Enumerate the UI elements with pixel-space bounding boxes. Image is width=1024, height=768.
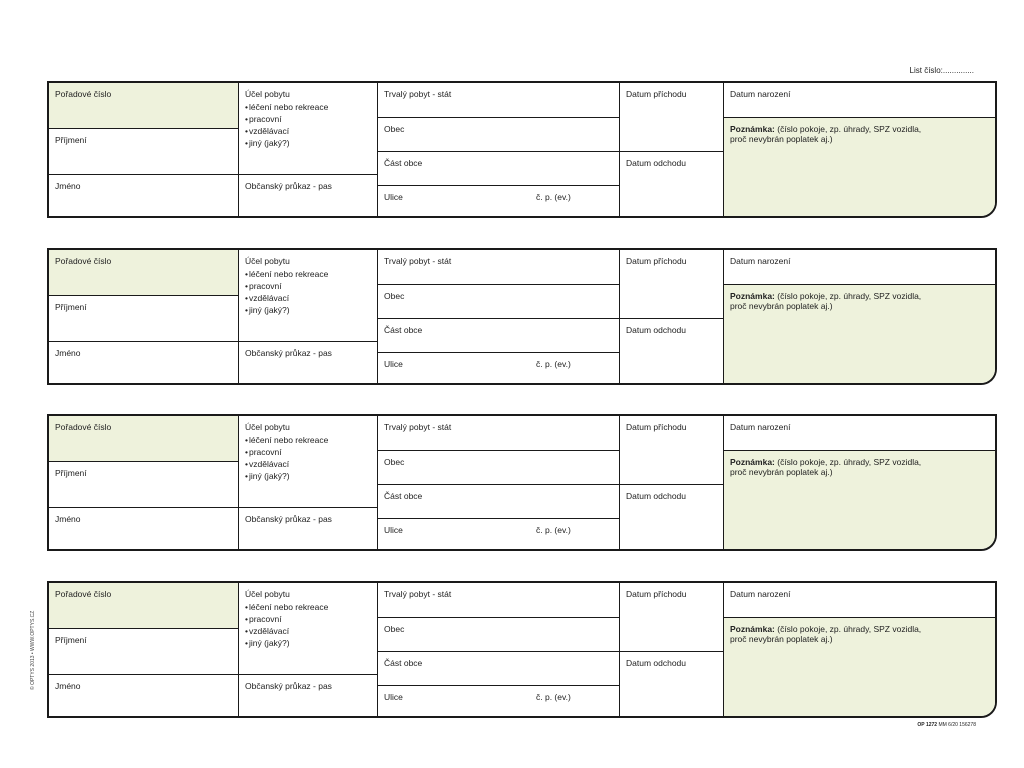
address-column: [378, 83, 620, 216]
name-column: [49, 416, 239, 549]
birth-date-field[interactable]: [724, 416, 995, 450]
purpose-option[interactable]: • vzdělávací: [245, 292, 377, 304]
id-card-label: Občanský průkaz - pas: [245, 348, 332, 358]
stay-purpose-label: Účel pobytu: [245, 256, 290, 266]
surname-label: Příjmení: [55, 635, 87, 645]
note-label: Poznámka:: [730, 124, 775, 134]
id-card-label: Občanský průkaz - pas: [245, 681, 332, 691]
residence-state-field[interactable]: [378, 250, 619, 284]
note-label: Poznámka:: [730, 624, 775, 634]
house-number-label: č. p. (ev.): [536, 359, 571, 369]
stay-purpose-field[interactable]: [239, 250, 377, 341]
sheet-number-label: List číslo:..............: [909, 66, 974, 75]
purpose-column: [239, 83, 378, 216]
street-label: Ulice: [384, 192, 403, 202]
note-hint: (číslo pokoje, zp. úhrady, SPZ vozidla, proč nevybrán poplatek aj.): [730, 624, 922, 644]
purpose-option[interactable]: • vzdělávací: [245, 458, 377, 470]
residence-state-label: Trvalý pobyt - stát: [384, 256, 452, 266]
departure-date-field[interactable]: [620, 151, 723, 216]
stay-purpose-field[interactable]: [239, 583, 377, 674]
note-field[interactable]: [724, 450, 995, 549]
municipality-part-field[interactable]: [378, 484, 619, 518]
street-label: Ulice: [384, 692, 403, 702]
note-hint: (číslo pokoje, zp. úhrady, SPZ vozidla, proč nevybrán poplatek aj.): [730, 457, 922, 477]
dates-column: [620, 250, 724, 383]
order-number-field[interactable]: [49, 250, 238, 295]
stay-purpose-label: Účel pobytu: [245, 89, 290, 99]
order-number-label: Pořadové číslo: [55, 256, 112, 266]
municipality-field[interactable]: [378, 617, 619, 651]
municipality-label: Obec: [384, 624, 405, 634]
purpose-option[interactable]: • léčení nebo rekreace: [245, 268, 377, 280]
form-code-rest: MM 6/20 156278: [937, 722, 976, 728]
birth-note-column: [724, 250, 995, 383]
purpose-option[interactable]: • jiný (jaký?): [245, 304, 377, 316]
surname-field[interactable]: [49, 628, 238, 674]
stay-purpose-label: Účel pobytu: [245, 422, 290, 432]
purpose-option[interactable]: • pracovní: [245, 446, 377, 458]
note-hint: (číslo pokoje, zp. úhrady, SPZ vozidla, proč nevybrán poplatek aj.): [730, 291, 922, 311]
guest-record-form: [47, 581, 997, 718]
street-field[interactable]: [378, 518, 619, 549]
house-number-label: č. p. (ev.): [536, 192, 571, 202]
stay-purpose-options: [245, 434, 377, 482]
purpose-option[interactable]: • pracovní: [245, 613, 377, 625]
order-number-label: Pořadové číslo: [55, 589, 112, 599]
first-name-field[interactable]: [49, 174, 238, 216]
birth-date-label: Datum narození: [730, 589, 791, 599]
purpose-option[interactable]: • léčení nebo rekreace: [245, 434, 377, 446]
arrival-date-label: Datum příchodu: [626, 589, 687, 599]
municipality-field[interactable]: [378, 450, 619, 484]
purpose-option[interactable]: • léčení nebo rekreace: [245, 601, 377, 613]
municipality-label: Obec: [384, 457, 405, 467]
birth-date-field[interactable]: [724, 250, 995, 284]
municipality-field[interactable]: [378, 117, 619, 151]
birth-note-column: [724, 416, 995, 549]
purpose-option[interactable]: • pracovní: [245, 280, 377, 292]
name-column: [49, 250, 239, 383]
purpose-option[interactable]: • léčení nebo rekreace: [245, 101, 377, 113]
residence-state-label: Trvalý pobyt - stát: [384, 89, 452, 99]
purpose-option[interactable]: • vzdělávací: [245, 625, 377, 637]
address-column: [378, 583, 620, 716]
order-number-label: Pořadové číslo: [55, 422, 112, 432]
residence-state-field[interactable]: [378, 416, 619, 450]
birth-note-column: [724, 83, 995, 216]
name-column: [49, 83, 239, 216]
order-number-label: Pořadové číslo: [55, 89, 112, 99]
dates-column: [620, 83, 724, 216]
id-card-field[interactable]: [239, 674, 377, 716]
purpose-option[interactable]: • jiný (jaký?): [245, 637, 377, 649]
arrival-date-label: Datum příchodu: [626, 256, 687, 266]
id-card-label: Občanský průkaz - pas: [245, 514, 332, 524]
purpose-column: [239, 250, 378, 383]
note-label: Poznámka:: [730, 457, 775, 467]
first-name-label: Jméno: [55, 181, 81, 191]
name-column: [49, 583, 239, 716]
form-code-number: OP 1272: [917, 722, 938, 728]
departure-date-label: Datum odchodu: [626, 325, 687, 335]
birth-note-column: [724, 583, 995, 716]
dates-column: [620, 416, 724, 549]
residence-state-label: Trvalý pobyt - stát: [384, 589, 452, 599]
form-code: [917, 722, 976, 728]
guest-record-form: [47, 81, 997, 218]
residence-state-label: Trvalý pobyt - stát: [384, 422, 452, 432]
guest-record-form: [47, 414, 997, 551]
municipality-label: Obec: [384, 124, 405, 134]
municipality-label: Obec: [384, 291, 405, 301]
surname-label: Příjmení: [55, 468, 87, 478]
purpose-option[interactable]: • pracovní: [245, 113, 377, 125]
purpose-option[interactable]: • vzdělávací: [245, 125, 377, 137]
birth-date-field[interactable]: [724, 83, 995, 117]
id-card-label: Občanský průkaz - pas: [245, 181, 332, 191]
municipality-part-label: Část obce: [384, 658, 423, 668]
birth-date-label: Datum narození: [730, 422, 791, 432]
address-column: [378, 250, 620, 383]
purpose-column: [239, 583, 378, 716]
stay-purpose-field[interactable]: [239, 83, 377, 174]
note-field[interactable]: [724, 117, 995, 216]
municipality-part-label: Část obce: [384, 491, 423, 501]
departure-date-label: Datum odchodu: [626, 158, 687, 168]
surname-field[interactable]: [49, 295, 238, 341]
arrival-date-field[interactable]: [620, 416, 723, 484]
arrival-date-field[interactable]: [620, 583, 723, 651]
note-hint: (číslo pokoje, zp. úhrady, SPZ vozidla, proč nevybrán poplatek aj.): [730, 124, 922, 144]
municipality-part-field[interactable]: [378, 651, 619, 685]
departure-date-field[interactable]: [620, 651, 723, 716]
arrival-date-field[interactable]: [620, 83, 723, 151]
id-card-field[interactable]: [239, 507, 377, 549]
departure-date-label: Datum odchodu: [626, 491, 687, 501]
municipality-part-field[interactable]: [378, 151, 619, 185]
arrival-date-label: Datum příchodu: [626, 422, 687, 432]
first-name-field[interactable]: [49, 341, 238, 383]
birth-date-label: Datum narození: [730, 89, 791, 99]
purpose-column: [239, 416, 378, 549]
surname-label: Příjmení: [55, 302, 87, 312]
id-card-field[interactable]: [239, 341, 377, 383]
first-name-label: Jméno: [55, 348, 81, 358]
stay-purpose-options: [245, 601, 377, 649]
departure-date-label: Datum odchodu: [626, 658, 687, 668]
order-number-field[interactable]: [49, 583, 238, 628]
stay-purpose-options: [245, 101, 377, 149]
birth-date-label: Datum narození: [730, 256, 791, 266]
municipality-part-label: Část obce: [384, 325, 423, 335]
street-label: Ulice: [384, 359, 403, 369]
street-field[interactable]: [378, 685, 619, 716]
id-card-field[interactable]: [239, 174, 377, 216]
house-number-label: č. p. (ev.): [536, 525, 571, 535]
side-imprint: © OPTYS 2013 • WWW.OPTYS.CZ: [30, 610, 36, 690]
note-field[interactable]: [724, 617, 995, 716]
arrival-date-field[interactable]: [620, 250, 723, 318]
birth-date-field[interactable]: [724, 583, 995, 617]
street-field[interactable]: [378, 352, 619, 383]
surname-field[interactable]: [49, 128, 238, 174]
municipality-field[interactable]: [378, 284, 619, 318]
order-number-field[interactable]: [49, 83, 238, 128]
municipality-part-field[interactable]: [378, 318, 619, 352]
municipality-part-label: Část obce: [384, 158, 423, 168]
order-number-field[interactable]: [49, 416, 238, 461]
surname-field[interactable]: [49, 461, 238, 507]
first-name-field[interactable]: [49, 674, 238, 716]
stay-purpose-options: [245, 268, 377, 316]
street-field[interactable]: [378, 185, 619, 216]
arrival-date-label: Datum příchodu: [626, 89, 687, 99]
note-field[interactable]: [724, 284, 995, 383]
first-name-label: Jméno: [55, 514, 81, 524]
guest-record-form: [47, 248, 997, 385]
address-column: [378, 416, 620, 549]
stay-purpose-label: Účel pobytu: [245, 589, 290, 599]
first-name-field[interactable]: [49, 507, 238, 549]
residence-state-field[interactable]: [378, 583, 619, 617]
stay-purpose-field[interactable]: [239, 416, 377, 507]
purpose-option[interactable]: • jiný (jaký?): [245, 470, 377, 482]
dates-column: [620, 583, 724, 716]
street-label: Ulice: [384, 525, 403, 535]
residence-state-field[interactable]: [378, 83, 619, 117]
house-number-label: č. p. (ev.): [536, 692, 571, 702]
departure-date-field[interactable]: [620, 484, 723, 549]
departure-date-field[interactable]: [620, 318, 723, 383]
surname-label: Příjmení: [55, 135, 87, 145]
first-name-label: Jméno: [55, 681, 81, 691]
purpose-option[interactable]: • jiný (jaký?): [245, 137, 377, 149]
note-label: Poznámka:: [730, 291, 775, 301]
